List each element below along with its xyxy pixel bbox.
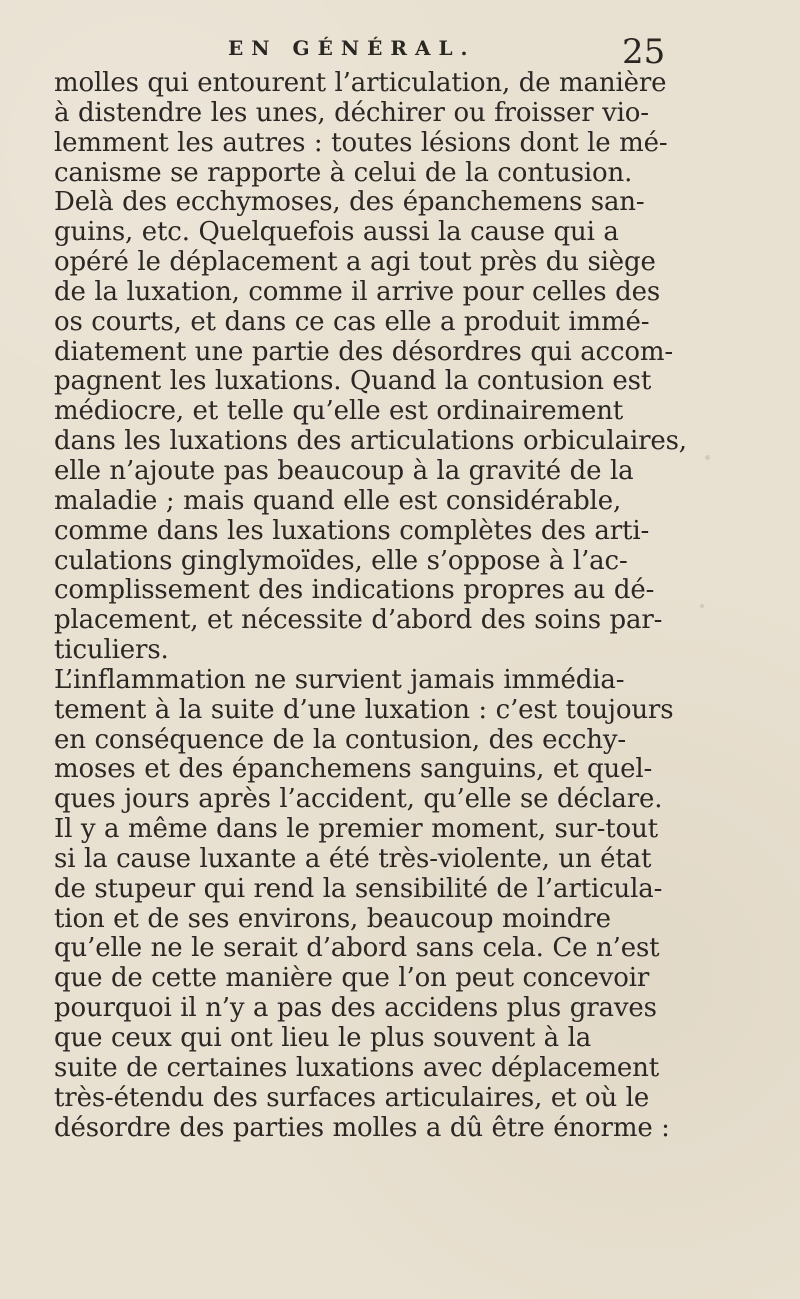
text-line-10: diatement une partie des désordres qui accom-: [54, 336, 674, 367]
text-line-25: ques jours après l’accident, qu’elle se déclare.: [54, 784, 663, 815]
text-line-7: opéré le déplacement a agi tout près du siège: [54, 247, 656, 278]
text-line-6: guins, etc. Quelquefois aussi la cause qui a: [54, 217, 619, 248]
text-line-2: à distendre les unes, déchirer ou froisser vio-: [54, 97, 649, 128]
text-line-33: que ceux qui ont lieu le plus souvent à la: [54, 1023, 592, 1053]
text-line-28: de stupeur qui rend la sensibilité de l’articula-: [54, 873, 663, 904]
text-line-20: ticuliers.: [54, 635, 169, 666]
text-line-18: complissement des indications propres au dé-: [54, 575, 655, 606]
text-line-4: canisme se rapporte à celui de la contusion.: [54, 157, 633, 188]
main-text: [54, 69, 744, 1143]
text-line-36: désordre des parties molles a dû être énorme :: [54, 1112, 670, 1143]
text-line-13: dans les luxations des articulations orbiculaires,: [54, 426, 687, 457]
text-line-19: placement, et nécessite d’abord des soins par-: [54, 605, 663, 636]
text-line-34: suite de certaines luxations avec déplacement: [54, 1052, 659, 1083]
text-line-8: de la luxation, comme il arrive pour celles des: [54, 276, 661, 307]
text-line-30: qu’elle ne le serait d’abord sans cela. Ce n’est: [54, 933, 660, 964]
text-line-27: si la cause luxante a été très-violente, un état: [54, 843, 652, 874]
text-line-16: comme dans les luxations complètes des arti-: [54, 515, 650, 546]
ink-speck: [333, 709, 337, 713]
text-line-17: culations ginglymoïdes, elle s’oppose à l’ac-: [54, 545, 628, 576]
text-line-14: elle n’ajoute pas beaucoup à la gravité de la: [54, 455, 634, 486]
text-line-32: pourquoi il n’y a pas des accidens plus graves: [54, 993, 657, 1024]
text-line-12: médiocre, et telle qu’elle est ordinairement: [54, 396, 624, 427]
text-line-3: lemment les autres : toutes lésions dont le mé-: [54, 127, 668, 158]
text-line-15: maladie ; mais quand elle est considérable,: [54, 485, 622, 516]
text-line-5: Delà des ecchymoses, des épanchemens san-: [54, 187, 645, 218]
ink-speck: [705, 455, 710, 460]
text-line-35: très-étendu des surfaces articulaires, et où le: [54, 1082, 650, 1113]
text-line-1: molles qui entourent l’articulation, de manière: [54, 68, 667, 98]
text-line-22: tement à la suite d’une luxation : c’est toujours: [54, 694, 674, 725]
text-line-11: pagnent les luxations. Quand la contusion est: [54, 366, 652, 397]
page-number: 25: [622, 32, 666, 72]
text-line-29: tion et de ses environs, beaucoup moindre: [54, 903, 611, 934]
ink-speck: [700, 604, 704, 608]
text-line-21: L’inflammation ne survient jamais immédia-: [54, 664, 625, 695]
text-line-9: os courts, et dans ce cas elle a produit immé-: [54, 306, 650, 337]
text-line-31: que de cette manière que l’on peut concevoir: [54, 963, 650, 994]
text-line-24: moses et des épanchemens sanguins, et quel-: [54, 754, 653, 785]
text-line-26: Il y a même dans le premier moment, sur-tout: [54, 814, 658, 845]
text-line-23: en conséquence de la contusion, des ecchy-: [54, 724, 627, 755]
running-title: EN GÉNÉRAL.: [228, 36, 476, 60]
